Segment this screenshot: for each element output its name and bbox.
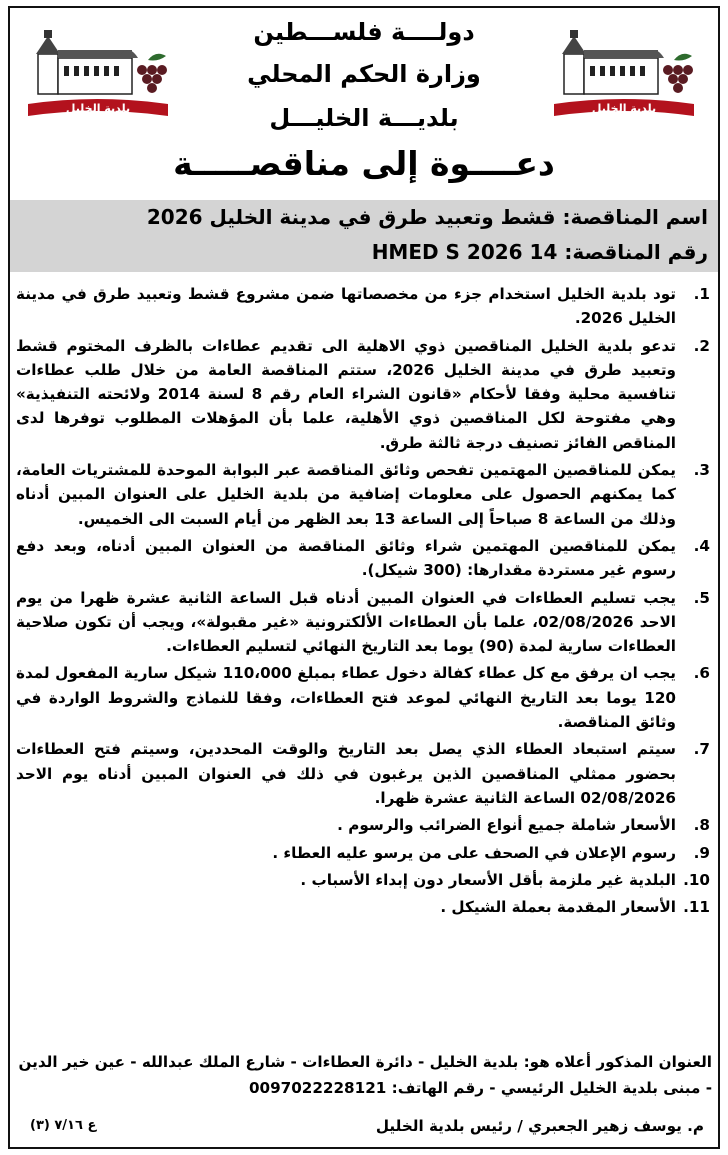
item-number: .10	[683, 870, 710, 889]
item-number: .11	[683, 898, 710, 917]
tender-number: رقم المناقصة: HMED S 2026 14	[371, 240, 708, 264]
list-item	[16, 458, 712, 531]
list-item	[16, 334, 712, 455]
svg-text:بلدية الخليل: بلدية الخليل	[591, 102, 657, 115]
hebron-logo-icon	[548, 24, 698, 120]
item-number: .3	[693, 461, 710, 480]
item-text: يجب تسليم العطاءات في العنوان المبين أدناه قبل الساعة الثانية عشرة ظهرا من يوم الاحد 02/08/2026، علما بأن العطاءات الألكترونية «غير مقبولة»، ويجب أن تكون صلاحية العطاءات سارية لمدة (90) يوما بعد التاريخ النهائي لتسليم العطاءات.	[16, 588, 676, 656]
item-number: .1	[693, 285, 710, 303]
contact-address: العنوان المذكور أعلاه هو: بلدية الخليل - دائرة العطاءات - شارع الملك عبدالله - عين خير الدين - مبنى بلدية الخليل الرئيسي - رقم الهاتف: 0097022228121	[18, 1053, 712, 1097]
item-text: تدعو بلدية الخليل المناقصين ذوي الاهلية الى تقديم عطاءات بالظرف المختوم قشط وتعبيد طرق في مدينة الخليل 2026، ستتم المناقصة العامة من خلال طلب عطاءات تنافسية محلية وفقا لأحكام «قانون الشراء العام رقم 8 لسنة 2014 ولائحته التنفيذية» وهي مفتوحة لكل المناقصين ذوي الأهلية، علما بأن المؤهلات المطلوب توفرها لدى المناقص الفائز تصنيف درجة ثالثة طرق.	[16, 336, 676, 452]
header-municipality-name: بلديـــة الخليـــل	[269, 104, 459, 132]
item-number: .2	[693, 336, 710, 355]
item-number: .5	[693, 588, 710, 607]
item-text: تود بلدية الخليل استخدام جزء من مخصصاتها ضمن مشروع قشط وتعبيد طرق في مدينة الخليل 2026.	[16, 285, 676, 328]
item-text: يجب ان يرفق مع كل عطاء كفالة دخول عطاء بمبلغ 110،000 شيكل سارية المفعول لمدة 120 يوما بعد التاريخ النهائي لموعد فتح العطاءات، وفقا للنماذج والشروط الواردة في وثائق المناقصة.	[16, 664, 677, 732]
signature: م. يوسف زهير الجعبري / رئيس بلدية الخليل	[375, 1117, 704, 1135]
item-number: .9	[693, 843, 710, 862]
list-item	[16, 737, 712, 810]
item-text: سيتم استبعاد العطاء الذي يصل بعد التاريخ والوقت المحددين، وسيتم فتح العطاءات بحضور ممثلي المناقصين الذين يرغبون في ذلك في العنوان المبين أدناه يوم الاحد 02/08/2026 الساعة الثانية عشرة ظهرا.	[16, 740, 676, 807]
item-number: .4	[693, 536, 710, 555]
list-item	[16, 841, 712, 865]
item-text: يمكن للمناقصين المهتمين تفحص وثائق المناقصة عبر البوابة الموحدة للمشتريات العامة، كما يمكنهم الحصول على معلومات إضافية من بلدية الخليل على العنوان المبين أدناه وذلك من الساعة 8 صباحاً إلى الساعة 13 بعد الظهر من أيام السبت الى الخميس.	[16, 461, 676, 528]
item-number: .6	[693, 664, 710, 683]
list-item	[16, 813, 712, 837]
item-text: رسوم الإعلان في الصحف على من يرسو عليه العطاء .	[272, 843, 676, 862]
item-text: البلدية غير ملزمة بأقل الأسعار دون إبداء الأسباب .	[300, 870, 676, 889]
item-text: الأسعار شاملة جميع أنواع الضرائب والرسوم .	[337, 816, 676, 835]
reference-code: ع ٧/١٦ (٣)	[30, 1118, 97, 1133]
municipality-logo-left	[22, 24, 172, 120]
list-item	[16, 534, 712, 583]
hebron-logo-icon	[22, 24, 172, 120]
list-item	[16, 282, 712, 331]
list-item	[16, 895, 712, 919]
tender-terms-list	[16, 282, 712, 922]
item-number: .8	[693, 816, 710, 835]
tender-name: اسم المناقصة: قشط وتعبيد طرق في مدينة الخليل 2026	[146, 205, 708, 229]
header-ministry-name: وزارة الحكم المحلي	[247, 60, 481, 88]
page-title: دعــــوة إلى مناقصـــــة	[173, 144, 555, 183]
svg-text:بلدية الخليل: بلدية الخليل	[65, 102, 131, 115]
list-item	[16, 868, 712, 892]
item-text: الأسعار المقدمة بعملة الشيكل .	[440, 898, 676, 917]
item-text: يمكن للمناقصين المهتمين شراء وثائق المناقصة من العنوان المبين أدناه، وبعد دفع رسوم غير مستردة مقدارها: (300 شيكل).	[16, 536, 676, 580]
list-item	[16, 661, 712, 734]
header-state-name: دولــــة فلســـطين	[253, 18, 475, 46]
municipality-logo-right	[548, 24, 698, 120]
list-item	[16, 586, 712, 659]
item-number: .7	[693, 740, 710, 759]
